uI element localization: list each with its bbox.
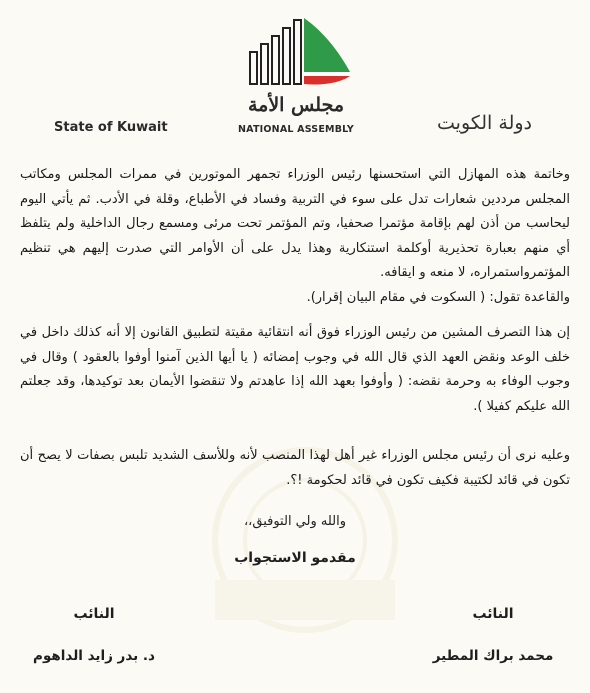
signature-title: النائب	[472, 606, 514, 622]
national-assembly-logo-icon	[244, 12, 354, 90]
paragraph-4: وعليه نرى أن رئيس مجلس الوزراء غير أهل لهذا المنصب لأنه وللأسف الشديد تلبس بصفات لا يصح أن تكون في قائد لكتيبة فكيف تكون في قائد لحكومة !؟.	[20, 448, 570, 488]
state-name-english: State of Kuwait	[54, 120, 168, 135]
assembly-name-english: NATIONAL ASSEMBLY	[238, 124, 354, 135]
signature-title: النائب	[73, 606, 115, 622]
paragraph-2: والقاعدة تقول: ( السكوت في مقام البيان إقرار).	[306, 290, 570, 305]
presenters-heading: مقدمو الاستجواب	[234, 550, 356, 566]
signature-name: د. بدر زايد الداهوم	[33, 648, 155, 664]
paragraph-1: وخاتمة هذه المهازل التي استحسنها رئيس الوزراء تجمهر الموتورين في ممرات المجلس ومكاتب المجلس مرددين شعارات تدل على سوء في التربية وفساد في الأطباع، وقلة في الأدب. ثم يأتي اليوم ليحاسب من أذن لهم بإقامة مؤتمرا صحفيا، وتم المؤتمر تحت مرئى ومسمع رجال الداخلية ولم يتلفظ أي منهم بعبارة تحذيرية أوكلمة استنكارية وهذا يدل على أن الأوامر التي صدرت إليهم هي تنظيم المؤتمرواستمراره، لا منعه و ايقافه.	[20, 167, 570, 280]
closing-line: والله ولي التوفيق،،	[243, 514, 347, 529]
signature-block-left	[14, 606, 174, 664]
paragraph-3: إن هذا التصرف المشين من رئيس الوزراء فوق أنه انتقائية مقيتة لتطبيق القانون إلا أنه كذلك داخل في خلف الوعد ونقض العهد الذي قال الله في وجوب إمضائه ( يا أيها الذين آمنوا أوفوا بالعقود ) وقال في وجوب الوفاء به وحرمة نقضه: ( وأوفوا بعهد الله إذا عاهدتم ولا تنقضوا الأيمان بعد توكيدها، وقد جعلتم الله عليكم كفيلا ).	[20, 325, 570, 414]
signature-block-right	[418, 606, 568, 664]
assembly-name-arabic: مجلس الأمة	[247, 94, 345, 116]
signature-name: محمد براك المطير	[432, 648, 554, 664]
state-name-arabic: دولة الكويت	[437, 112, 532, 134]
